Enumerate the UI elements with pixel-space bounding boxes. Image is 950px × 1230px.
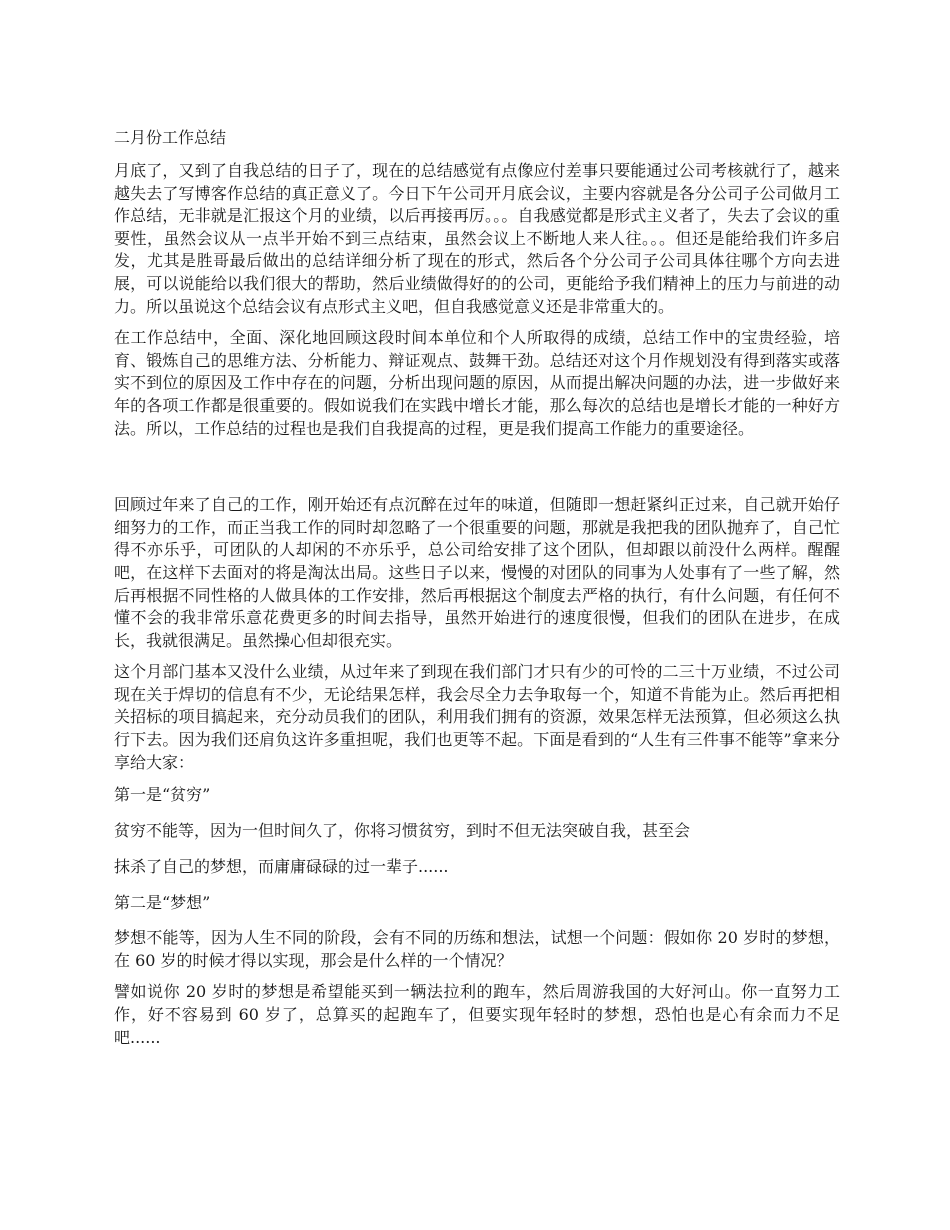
paragraph-3: 回顾过年来了自己的工作，刚开始还有点沉醉在过年的味道，但随即一想赶紧纠正过来，自己就开始仔细努力的工作，而正当我工作的同时却忽略了一个很重要的问题，那就是我把我的团队抛弃了，自己忙得不亦乐乎，可团队的人却闲的不亦乐乎，总公司给安排了这个团队，但却跟以前没什么两样。醒醒吧，在这样下去面对的将是淘汰出局。这些日子以来，慢慢的对团队的同事为人处事有了一些了解，然后再根据不同性格的人做具体的工作安排，然后再根据这个制度去严格的执行，有什么问题，有任何不懂不会的我非常乐意花费更多的时间去指导，虽然开始进行的速度很慢，但我们的团队在进步，在成长，我就很满足。虽然操心但却很充实。 xyxy=(114,495,840,650)
paragraph-6: 贫穷不能等，因为一但时间久了，你将习惯贫穷，到时不但无法突破自我，甚至会 xyxy=(114,821,691,841)
paragraph-10: 譬如说你 20 岁时的梦想是希望能买到一辆法拉利的跑车，然后周游我国的大好河山。你一直努力工作，好不容易到 60 岁了，总算买的起跑车了，但要实现年轻时的梦想，恐怕也是心有余而力不足吧...... xyxy=(114,982,840,1047)
paragraph-9: 梦想不能等，因为人生不同的阶段，会有不同的历练和想法，试想一个问题：假如你 20 岁时的梦想，在 60 岁的时候才得以实现，那会是什么样的一个情况？ xyxy=(114,928,840,970)
paragraph-2: 在工作总结中，全面、深化地回顾这段时间本单位和个人所取得的成绩，总结工作中的宝贵经验，培育、锻炼自己的思维方法、分析能力、辩证观点、鼓舞干劲。总结还对这个月作规划没有得到落实或落实不到位的原因及工作中存在的问题，分析出现问题的原因，从而提出解决问题的办法，进一步做好来年的各项工作都是很重要的。假如说我们在实践中增长才能，那么每次的总结也是增长才能的一种好方法。所以，工作总结的过程也是我们自我提高的过程，更是我们提高工作能力的重要途径。 xyxy=(114,328,840,438)
blank-space xyxy=(114,449,840,494)
paragraph-8: 第二是“梦想” xyxy=(114,893,211,913)
paragraph-7: 抹杀了自己的梦想，而庸庸碌碌的过一辈子...... xyxy=(114,857,449,877)
paragraph-1: 月底了，又到了自我总结的日子了，现在的总结感觉有点像应付差事只要能通过公司考核就行了，越来越失去了写博客作总结的真正意义了。今日下午公司开月底会议，主要内容就是各分公司子公司做月工作总结，无非就是汇报这个月的业绩，以后再接再厉。。。自我感觉都是形式主义者了，失去了会议的重要性，虽然会议从一点半开始不到三点结束，虽然会议上不断地人来人往。。。但还是能给我们许多启发，尤其是胜哥最后做出的总结详细分析了现在的形式，然后各个分公司子公司具体往哪个方向去进展，可以说能给以我们很大的帮助，然后业绩做得好的的公司，更能给予我们精神上的压力与前进的动力。所以虽说这个总结会议有点形式主义吧，但自我感觉意义还是非常重大的。 xyxy=(114,161,840,316)
paragraph-4: 这个月部门基本又没什么业绩，从过年来了到现在我们部门才只有少的可怜的二三十万业绩，不过公司现在关于焊切的信息有不少，无论结果怎样，我会尽全力去争取每一个，知道不肯能为止。然后再把相关招标的项目搞起来，充分动员我们的团队，利用我们拥有的资源，效果怎样无法预算，但必须这么执行下去。因为我们还肩负这许多重担呢，我们也更等不起。下面是看到的“人生有三件事不能等”拿来分享给大家： xyxy=(114,662,840,772)
document-page xyxy=(114,126,840,1058)
document-title: 二月份工作总结 xyxy=(114,128,227,147)
paragraph-5: 第一是“贫穷” xyxy=(114,785,211,805)
